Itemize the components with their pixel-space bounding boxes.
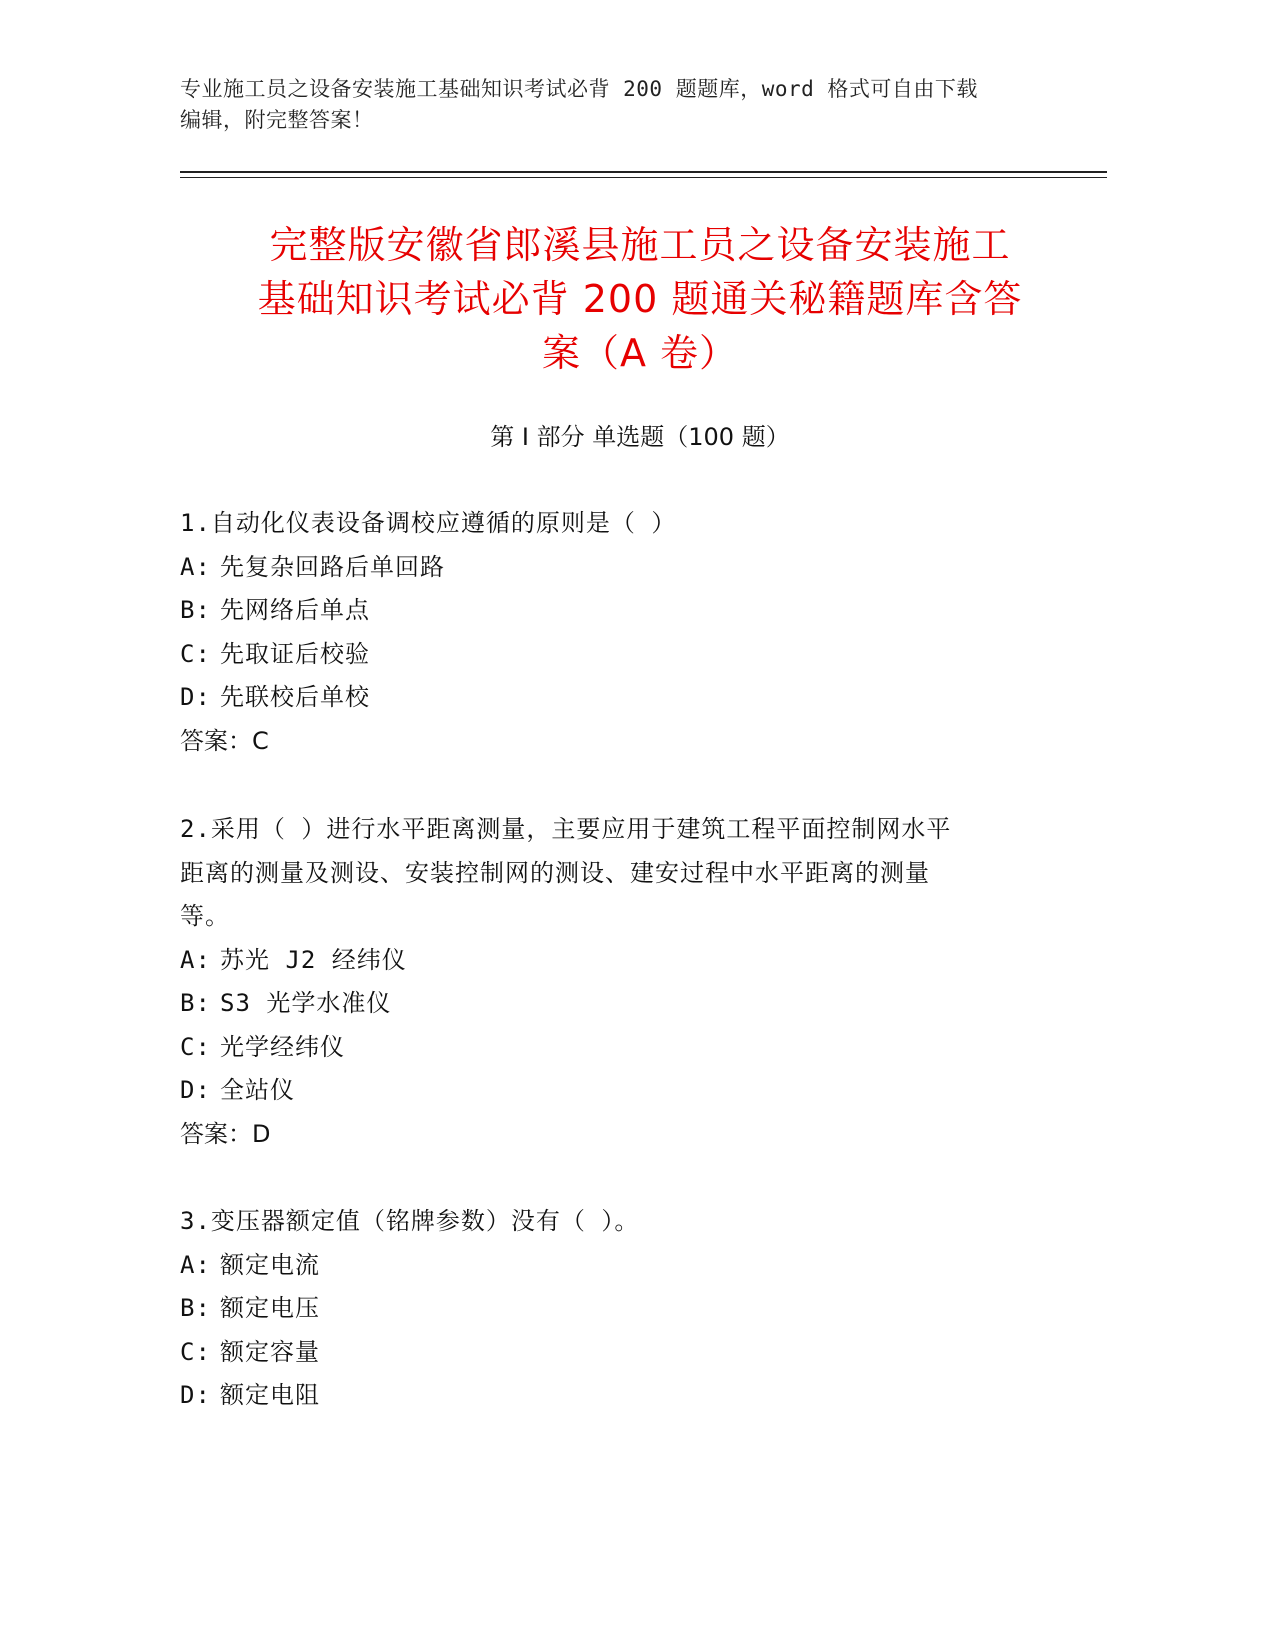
option-letter: A: — [180, 945, 211, 974]
option-letter: D: — [180, 1076, 211, 1104]
option-text: S3 光学水准仪 — [220, 989, 392, 1017]
option-c — [180, 1026, 1040, 1070]
header-note — [180, 74, 1080, 136]
header-rule-thin — [180, 177, 1107, 178]
option-text: 额定电压 — [220, 1294, 320, 1322]
answer: 答案：D — [180, 1119, 271, 1148]
option-text: 先网络后单点 — [220, 596, 370, 624]
option-letter: D: — [180, 683, 211, 711]
question-text: 1.自动化仪表设备调校应遵循的原则是（ ） — [180, 509, 677, 537]
option-a — [180, 1244, 1040, 1288]
option-c — [180, 1331, 1040, 1375]
option-b — [180, 1287, 1040, 1331]
header-note-line-2: 编辑，附完整答案！ — [180, 108, 374, 132]
option-letter: C: — [180, 1032, 211, 1061]
option-letter: B: — [180, 1294, 211, 1322]
title-line-3: 案（A 卷） — [541, 331, 739, 375]
option-text: 额定容量 — [220, 1337, 320, 1366]
option-a — [180, 939, 1040, 983]
option-b — [180, 982, 1040, 1026]
question-2 — [180, 808, 1040, 1156]
option-letter: B: — [180, 596, 211, 624]
option-d — [180, 676, 1040, 720]
option-d — [180, 1069, 1040, 1113]
option-c — [180, 633, 1040, 677]
answer: 答案：C — [180, 726, 269, 755]
option-text: 先复杂回路后单回路 — [220, 552, 445, 581]
question-1 — [180, 502, 1040, 763]
option-letter: D: — [180, 1381, 211, 1409]
option-text: 先联校后单校 — [220, 683, 370, 711]
option-text: 全站仪 — [220, 1076, 295, 1104]
question-3 — [180, 1200, 1040, 1418]
option-text: 光学经纬仪 — [220, 1032, 345, 1061]
question-text-line-2: 距离的测量及测设、安装控制网的测设、建安过程中水平距离的测量 — [180, 858, 930, 887]
section-title: 第 I 部分 单选题（100 题） — [490, 423, 790, 451]
option-text: 额定电流 — [220, 1250, 320, 1279]
option-letter: C: — [180, 639, 211, 668]
option-text: 苏光 J2 经纬仪 — [220, 945, 407, 974]
title-line-1: 完整版安徽省郎溪县施工员之设备安装施工 — [269, 223, 1011, 267]
question-text: 3.变压器额定值（铭牌参数）没有（ ）。 — [180, 1207, 640, 1235]
question-text-line-3: 等。 — [180, 902, 230, 930]
document-title — [180, 218, 1100, 380]
option-letter: C: — [180, 1337, 211, 1366]
option-d — [180, 1374, 1040, 1418]
option-a — [180, 546, 1040, 590]
title-line-2: 基础知识考试必背 200 题通关秘籍题库含答 — [257, 277, 1023, 321]
option-b — [180, 589, 1040, 633]
option-letter: B: — [180, 989, 211, 1017]
option-letter: A: — [180, 1250, 211, 1279]
header-note-line-1: 专业施工员之设备安装施工基础知识考试必背 200 题题库，word 格式可自由下载 — [180, 77, 978, 101]
option-letter: A: — [180, 552, 211, 581]
question-text-line-1: 2.采用（ ）进行水平距离测量，主要应用于建筑工程平面控制网水平 — [180, 815, 952, 843]
header-rule-thick — [180, 171, 1107, 173]
option-text: 先取证后校验 — [220, 639, 370, 668]
option-text: 额定电阻 — [220, 1381, 320, 1409]
